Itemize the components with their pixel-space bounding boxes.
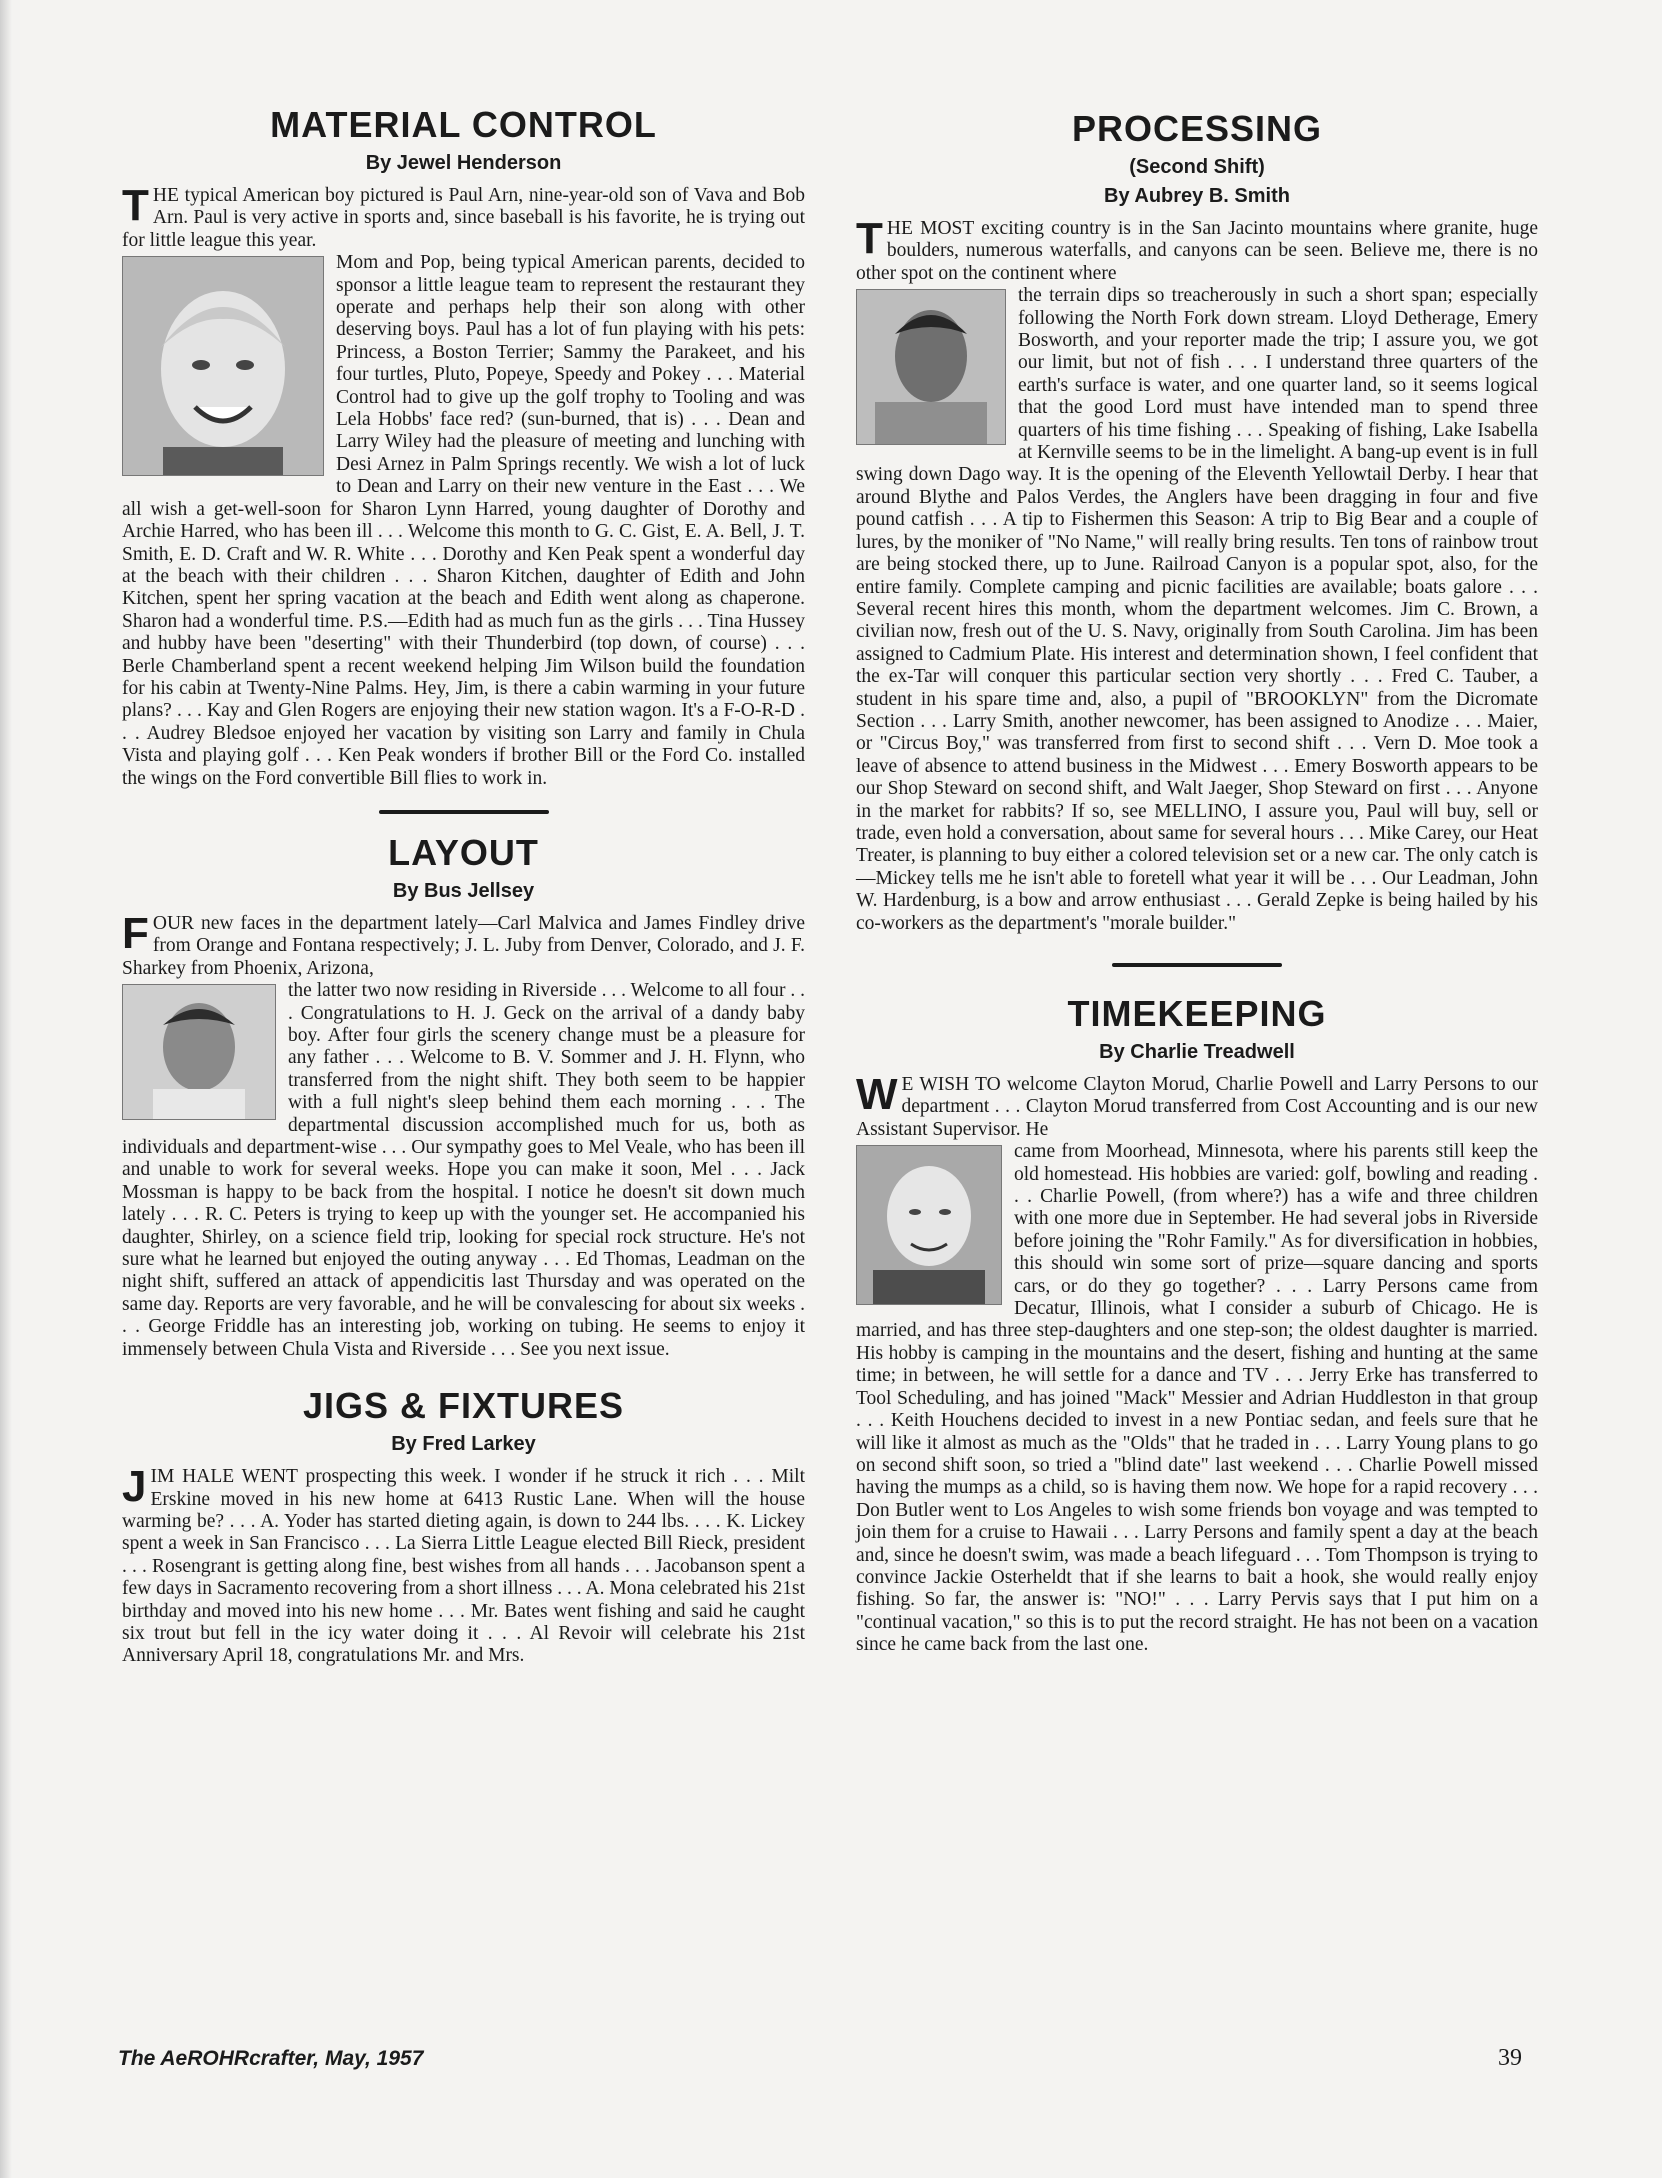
article-text: IM HALE WENT prospecting this week. I wonder if he struck it rich . . . Milt Erskine moved in his new home at 6413 Rustic Lane. When will the house warming be? . . . A. Yoder has started dieting again, is down to 244 lbs. . . . K. Lickey spent a week in San Francisco . . . La Sierra Little League elected Bill Rieck, president . . . Rosengrant is getting along fine, best wishes from all hands . . . Jacobanson spent a few days in Sacramento recovering from a short illness . . . A. Mona celebrated his 21st birthday and moved into his new home . . . Mr. Bates went fishing and said he caught six trout but fell in the icy water doing it . . . Al Revoir will celebrate his 21st Anniversary April 18, congratulations Mr. and Mrs. <box>122 1466 805 1667</box>
magazine-footer: The AeROHRcrafter, May, 1957 <box>118 2047 424 2070</box>
article-text: came from Moorhead, Minnesota, where his parents still keep the old homestead. His hobbies are varied: golf, bowling and reading . . . Charlie Powell, (from where?) has a wife and three children with one more due in September. He had several jobs in Riverside before joining the "Rohr Family." As for diversification in hobbies, this should win some sort of prize—square dancing and sports cars, or do they go together? . . . Larry Persons came from Decatur, Illinois, what I consider a suburb of Chicago. He is married, and has three step-daughters and one step-son; the oldest daughter is married. His hobby is camping in the mountains and the desert, fishing and hunting at the same time; in between, he will settle for a dance and TV . . . Jerry Erke has transferred to Tool Scheduling, and has joined "Mack" Messier and Adrian Huddleston in that group . . . Keith Houchens decided to invest in a new Pontiac sedan, and feels sure that he will like it almost as much as the "Olds" that he traded in . . . Larry Young plans to go on second shift soon, so tried a "blind date" last weekend . . . Charlie Powell missed having the mumps as a child, so is having them now. We hope for a rapid recovery . . . Don Butler went to Los Angeles to wish some friends bon voyage and was tempted to join them for a cruise to Hawaii . . . Larry Persons and family spent a day at the beach and, since he doesn't swim, was made a beach lifeguard . . . Tom Thompson is trying to convince Jackie Osterheldt that if she learns to bait a hook, she would really enjoy fishing. So far, the answer is: "NO!" . . . Larry Pervis says that I put him on a "continual vacation," so this is to put the record straight. He has not been on a vacation since he came back from the last one. <box>856 1141 1538 1656</box>
article-intro: E WISH TO welcome Clayton Morud, Charlie Powell and Larry Persons to our department . . . Clayton Morud transferred from Cost Accounting and is our new Assistant Supervisor. He <box>856 1074 1538 1140</box>
drop-cap: W <box>856 1070 898 1119</box>
page-spine-shadow <box>0 0 12 2178</box>
portrait-photo-older-man <box>856 1145 1002 1305</box>
article-byline: By Charlie Treadwell <box>1099 1041 1295 1063</box>
drop-cap: F <box>122 908 149 958</box>
page-number: 39 <box>1498 2045 1522 2071</box>
article-body <box>856 1070 1538 1657</box>
article-text: the latter two now residing in Riverside . . . Welcome to all four . . . Congratulations to H. J. Geck on the arrival of a dandy baby boy. After four girls the scenery change must be a pleasure for any father . . . Welcome to B. V. Sommer and J. H. Flynn, who transferred from the night shift. They both seem to be happier with a full night's sleep behind them each morning . . . The departmental discussion accomplished much for us, both as individuals and department-wise . . . Our sympathy goes to Mel Veale, who has been ill and unable to work for several weeks. Hope you can make it soon, Mel . . . Jack Mossman is happy to be back from the hospital. I notice he doesn't sit down much lately . . . R. C. Peters is trying to keep up with the younger set. He accompanied his daughter, Shirley, on a science field trip, looking for special rock structure. He's not sure what he learned but enjoyed the outing anyway . . . Ed Thomas, Leadman on the night shift, suffered an attack of appendicitis last Thursday and was operated on the same day. Reports are very favorable, and he will be convalescing for about six weeks . . . George Friddle has an interesting job, working on tubing. He seems to enjoy it immensely between Chula Vista and Riverside . . . See you next issue. <box>122 980 805 1360</box>
article-title: LAYOUT <box>388 831 539 873</box>
drop-cap: T <box>856 214 883 263</box>
article-intro: OUR new faces in the department lately—Carl Malvica and James Findley drive from Orange and Fontana respectively; J. L. Juby from Denver, Colorado, and J. F. Sharkey from Phoenix, Arizona, <box>122 912 805 979</box>
section-divider <box>379 810 549 814</box>
portrait-photo-boy <box>122 256 324 476</box>
section-divider <box>1112 963 1282 967</box>
article-text: Mom and Pop, being typical American parents, decided to sponsor a little league team to represent the restaurant they operate and perhaps help their son along with other deserving boys. Paul has a lot of fun playing with his pets: Princess, a Boston Terrier; Sammy the Parakeet, and his four turtles, Pluto, Popeye, Speedy and Pokey . . . Material Control had to give up the golf trophy to Tooling and was Lela Hobbs' face red? (sun-burned, that is) . . . Dean and Larry Wiley had the pleasure of meeting and lunching with Desi Arnez in Palm Springs recently. We wish a lot of luck to Dean and Larry on their new venture in the East . . . We all wish a get-well-soon for Sharon Lynn Harred, young daughter of Dorothy and Archie Harred, who has been ill . . . Welcome this month to G. C. Gist, E. A. Bell, J. T. Smith, E. D. Craft and W. R. White . . . Dorothy and Ken Peak spent a wonderful day at the beach with their children . . . Sharon Kitchen, daughter of Edith and John Kitchen, spent her spring vacation at the beach and Edith went along as chaperone. Sharon had a wonderful time. P.S.—Edith had as much fun as the girls . . . Tina Hussey and hubby have been "deserting" with their Thunderbird (top down, of course) . . . Berle Chamberland spent a recent weekend helping Jim Wilson build the foundation for his cabin at Twenty-Nine Palms. Hey, Jim, is there a cabin warming in your future plans? . . . Kay and Glen Rogers are enjoying their new station wagon. It's a F-O-R-D . . . Audrey Bledsoe enjoyed her vacation by visiting son Larry and family in Chula Vista and playing golf . . . Ken Peak wonders if brother Bill or the Ford Co. installed the wings on the Ford convertible Bill flies to work in. <box>122 252 805 789</box>
drop-cap: J <box>122 1462 147 1512</box>
article-material-control <box>122 104 805 790</box>
article-title: PROCESSING <box>1071 108 1323 149</box>
article-byline: By Aubrey B. Smith <box>1104 185 1290 207</box>
article-subtitle: (Second Shift) <box>1129 156 1265 178</box>
article-timekeeping <box>856 993 1538 1657</box>
drop-cap: T <box>122 181 149 230</box>
article-jigs-fixtures <box>122 1385 805 1668</box>
article-layout <box>122 832 805 1361</box>
article-byline: By Jewel Henderson <box>365 152 562 174</box>
article-byline: By Bus Jellsey <box>392 879 535 902</box>
portrait-photo-man <box>856 289 1006 445</box>
article-body <box>122 908 805 1361</box>
article-intro: HE MOST exciting country is in the San Jacinto mountains where granite, huge boulders, numerous waterfalls, and canyons can be seen. Believe me, there is no other spot on the continent where <box>856 218 1538 284</box>
left-column <box>122 104 805 1668</box>
portrait-photo-man <box>122 984 276 1120</box>
article-byline: By Fred Larkey <box>391 1433 536 1456</box>
article-body <box>122 1462 805 1668</box>
article-body <box>122 181 805 790</box>
article-title: TIMEKEEPING <box>1067 993 1327 1034</box>
article-body <box>856 214 1538 935</box>
article-processing <box>856 108 1538 935</box>
article-intro: HE typical American boy pictured is Paul Arn, nine-year-old son of Vava and Bob Arn. Paul is very active in sports and, since baseball is his favorite, he is trying out for little league this year. <box>122 185 805 251</box>
article-text: the terrain dips so treacherously in such a short span; especially following the North Fork down stream. Lloyd Detherage, Emery Bosworth, and your reporter made the trip; I assure you, we got our limit, but not of fish . . . I understand three quarters of the earth's surface is water, and one quarter land, so it seems logical that the good Lord must have intended man to spend three quarters of his time fishing . . . Speaking of fishing, Lake Isabella at Kernville seems to be in the limelight. A bang-up event is in full swing down Dago way. It is the opening of the Eleventh Yellowtail Derby. I hear that around Blythe and Palos Verdes, the Anglers have been dragging in four and five pound catfish . . . A tip to Fishermen this Season: A trip to Big Bear and a couple of lures, by the moniker of "No Name," will really bring results. Ten tons of rainbow trout are being stocked there, up to June. Railroad Canyon is a popular spot, also, for the entire family. Complete camping and picnic facilities are available; boats galore . . . Several recent hires this month, whom the department welcomes. Jim C. Brown, a civilian now, fresh out of the U. S. Navy, originally from South Carolina. Jim has been assigned to Cadmium Plate. His interest and determination shown, I feel confident that the ex-Tar will conquer this particular section very shortly . . . Fred C. Tauber, a student in his spare time and, also, a pupil of "BROOKLYN" from the Dicromate Section . . . Larry Smith, another newcomer, has been assigned to Anodize . . . Maier, or "Circus Boy," was transferred from first to second shift . . . Vern D. Moe took a leave of absence to attend business in the Midwest . . . Emery Bosworth appears to be our Shop Steward on second shift, and Walt Jaeger, Shop Steward on first . . . Anyone in the market for rabbits? If so, see MELLINO, I assure you, Paul will buy, sell or trade, even hold a conversation, about same for several hours . . . Mike Carey, our Heat Treater, is planning to buy either a colored television set or a new car. The only catch is—Mickey tells me he isn't able to foretell what year it will be . . . Our Leadman, John W. Hardenburg, is a bow and arrow enthusiast . . . Gerald Zepke is being hailed by his co-workers as the department's "morale builder." <box>856 285 1538 934</box>
right-column <box>856 108 1538 1657</box>
article-title: JIGS & FIXTURES <box>302 1385 625 1427</box>
article-title: MATERIAL CONTROL <box>270 104 657 145</box>
